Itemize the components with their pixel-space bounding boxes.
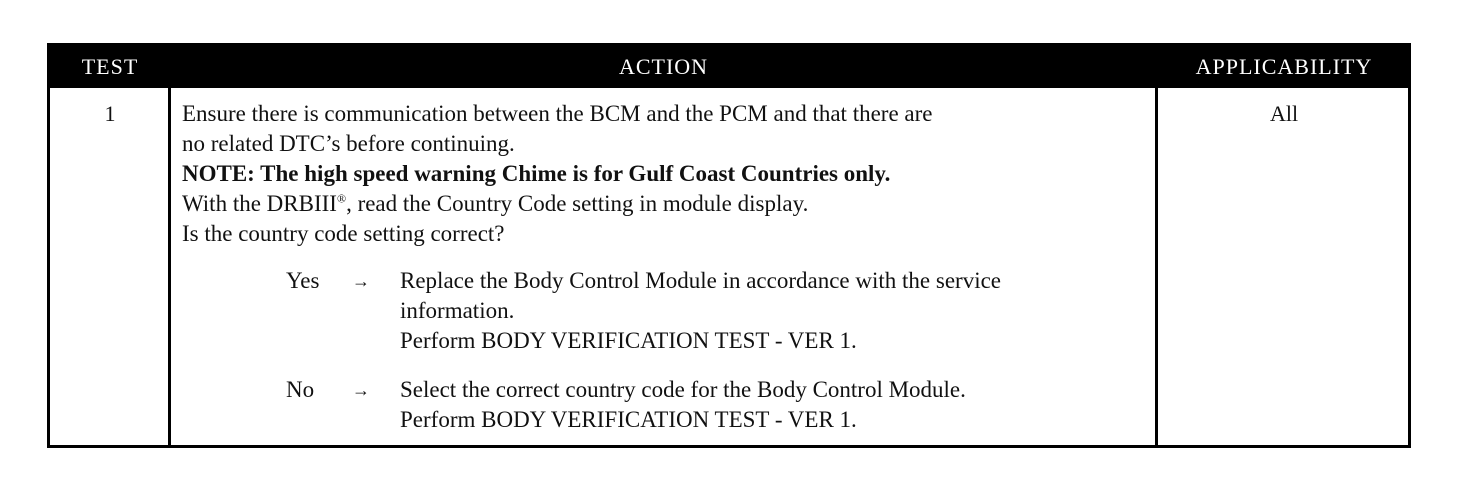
header-test: TEST bbox=[81, 54, 139, 79]
yes-branch bbox=[50, 266, 1408, 361]
test-number: 1 bbox=[104, 101, 116, 126]
question-text: Is the country code setting correct? bbox=[182, 221, 505, 246]
no-label: No bbox=[286, 377, 315, 402]
no-line-2: Perform BODY VERIFICATION TEST - VER 1. bbox=[400, 407, 857, 432]
header-action: ACTION bbox=[618, 54, 709, 79]
yes-label: Yes bbox=[286, 268, 320, 293]
yes-arrow: → bbox=[352, 271, 370, 291]
instruction-prefix: With the DRBIII bbox=[182, 191, 337, 216]
no-line-1: Select the correct country code for the Body Control Module. bbox=[400, 377, 966, 402]
yes-line-3: Perform BODY VERIFICATION TEST - VER 1. bbox=[400, 328, 857, 353]
instruction-text bbox=[182, 189, 1157, 219]
no-branch bbox=[50, 375, 1408, 440]
instruction-suffix: , read the Country Code setting in module display. bbox=[346, 191, 809, 216]
no-arrow: → bbox=[352, 380, 370, 400]
action-text bbox=[182, 99, 1157, 249]
header-applicability: APPLICABILITY bbox=[1195, 54, 1373, 79]
registered-mark: ® bbox=[336, 191, 347, 206]
test-table bbox=[47, 43, 1411, 448]
note-text: NOTE: The high speed warning Chime is for Gulf Coast Countries only. bbox=[182, 161, 891, 186]
applicability-value: All bbox=[1269, 101, 1299, 126]
no-outcome bbox=[400, 375, 1160, 435]
yes-outcome bbox=[400, 266, 1160, 356]
yes-line-1: Replace the Body Control Module in accordance with the service bbox=[400, 268, 1001, 293]
action-line-1: Ensure there is communication between the BCM and the PCM and that there are bbox=[182, 101, 933, 126]
action-line-2: no related DTC’s before continuing. bbox=[182, 131, 515, 156]
table-header-row bbox=[50, 46, 1408, 88]
yes-line-2: information. bbox=[400, 298, 515, 323]
